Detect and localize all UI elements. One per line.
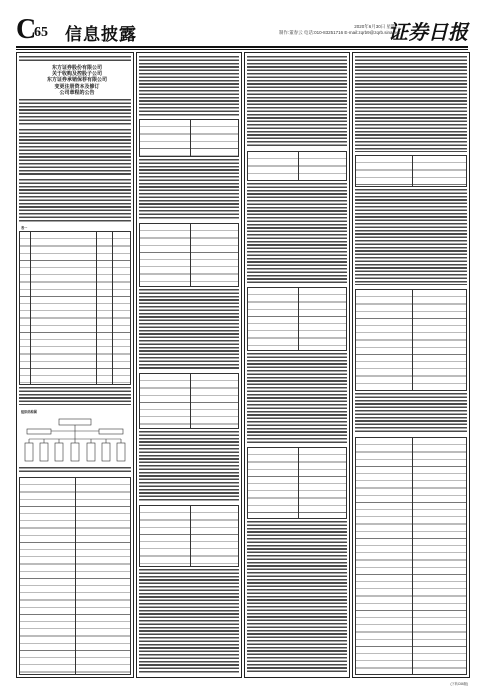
table-divider	[96, 232, 97, 384]
title-line: 东方证券股份有限公司	[51, 65, 102, 71]
body-text	[139, 159, 239, 219]
table-divider	[298, 288, 299, 350]
table	[355, 437, 467, 675]
org-chart-caption: 组织结构图	[21, 410, 37, 414]
table-divider	[190, 120, 191, 156]
body-text	[19, 387, 131, 405]
table-divider	[412, 156, 413, 186]
article-title	[21, 65, 133, 96]
table	[355, 155, 467, 187]
comparison-table	[19, 477, 131, 675]
table	[247, 287, 347, 351]
title-line: 变更注册资本及修订	[54, 83, 100, 90]
table-divider	[298, 448, 299, 518]
table-divider	[30, 232, 31, 384]
section-title: 信息披露	[65, 25, 137, 45]
body-text	[19, 99, 131, 125]
body-text	[19, 179, 131, 223]
table-divider	[190, 374, 191, 428]
body-text	[355, 189, 467, 285]
body-text	[139, 431, 239, 501]
column-3	[244, 52, 350, 678]
body-text	[139, 569, 239, 673]
holdings-table	[19, 231, 131, 385]
table-divider	[298, 152, 299, 180]
body-text	[139, 289, 239, 369]
title-line: 关于收购及控股子公司	[51, 71, 102, 78]
page-number: 65	[34, 25, 48, 40]
date-line	[268, 24, 400, 36]
editor-contact: 制作:董春云 电话:010-83251716 E-mail:zqrb9@zqrb.sina.net	[278, 30, 400, 35]
table-divider	[412, 290, 413, 390]
org-chart	[21, 417, 129, 463]
body-text	[139, 56, 239, 116]
title-line: 公司章程的公告	[59, 89, 95, 96]
continued-note: (下转C66版)	[450, 682, 468, 686]
table	[247, 151, 347, 181]
header-rule-thin	[16, 49, 468, 50]
body-text	[355, 56, 467, 152]
org-chart-graphic	[21, 417, 129, 463]
table-divider	[112, 232, 113, 384]
body-text	[247, 353, 347, 443]
table-divider	[190, 224, 191, 286]
masthead-logo: 证券日报	[388, 20, 468, 44]
body-text	[355, 393, 467, 433]
body-text	[19, 129, 131, 175]
header-rule	[16, 46, 468, 48]
page-prefix: C	[16, 14, 37, 45]
table	[139, 223, 239, 287]
column-2	[136, 52, 242, 678]
table	[139, 373, 239, 429]
table-caption: 表一	[21, 226, 28, 230]
table	[139, 505, 239, 567]
date-text: 2020年6月30日 星期二	[354, 24, 400, 29]
body-text	[247, 521, 347, 673]
column-1-preamble	[19, 56, 131, 63]
body-text	[19, 467, 131, 473]
column-1	[16, 52, 134, 678]
table-divider	[190, 506, 191, 566]
table-divider	[75, 478, 76, 674]
column-4	[352, 52, 470, 678]
title-line: 东方证券承销保荐有限公司	[46, 77, 107, 84]
body-text	[247, 56, 347, 148]
table	[247, 447, 347, 519]
page-header	[16, 16, 468, 46]
table	[139, 119, 239, 157]
body-text	[247, 183, 347, 283]
table-divider	[412, 438, 413, 674]
table	[355, 289, 467, 391]
